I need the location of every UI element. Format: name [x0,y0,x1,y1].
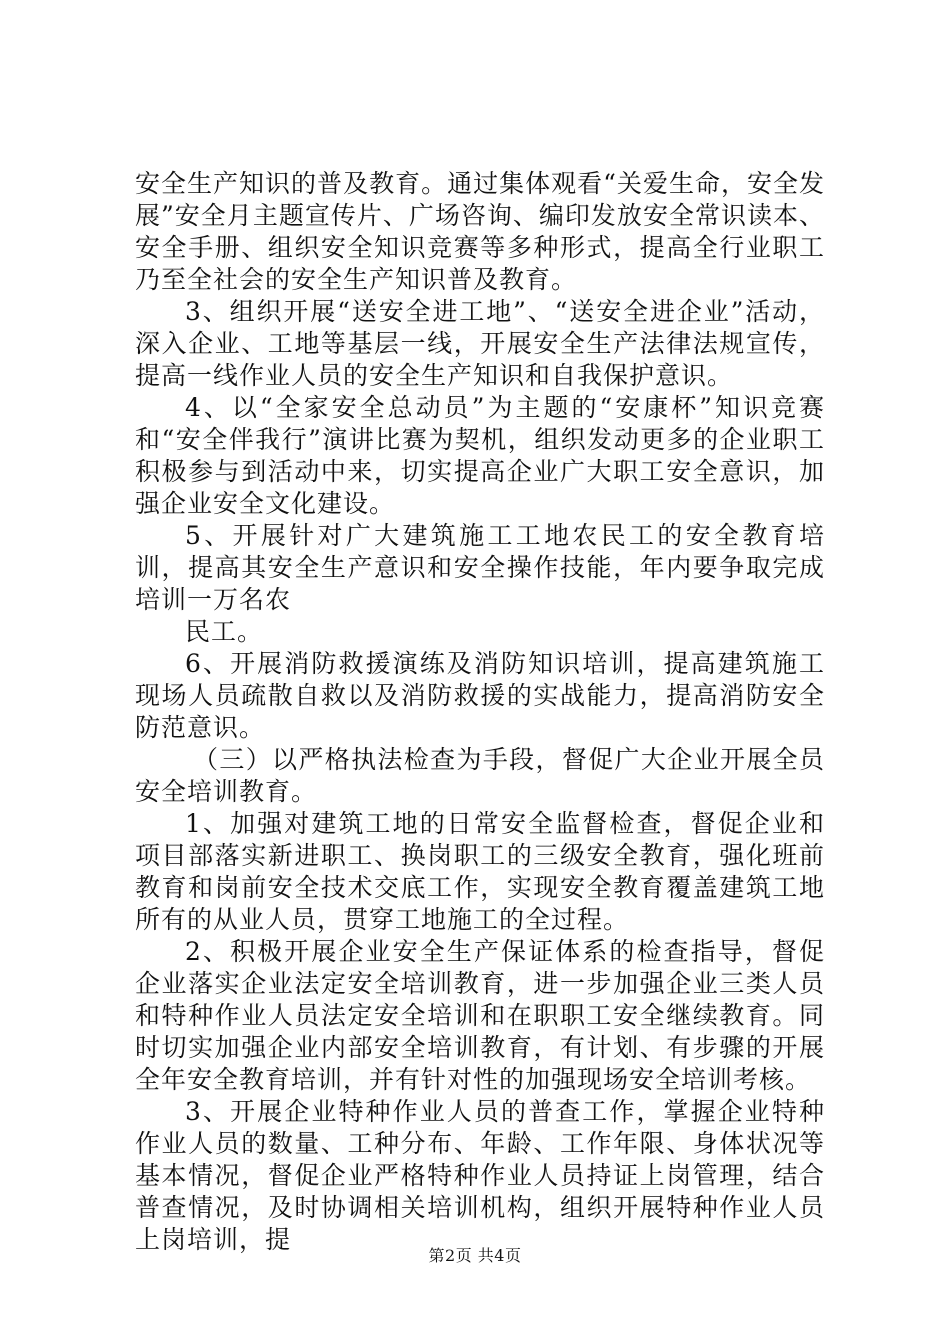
document-body [135,168,825,1256]
paragraph-item-5-tail: 民工。 [185,617,264,646]
paragraph-section3-item-2: 2、积极开展企业安全生产保证体系的检查指导，督促企业落实企业法定安全培训教育，进一步加强企业三类人员和特种作业人员法定安全培训和在职职工安全继续教育。同时切实加强企业内部安全培训教育，有计划、有步骤的开展全年安全教育培训，并有针对性的加强现场安全培训考核。 [135,937,825,1094]
paragraph-item-3: 3、组织开展“送安全进工地”、“送安全进企业”活动，深入企业、工地等基层一线，开展安全生产法律法规宣传，提高一线作业人员的安全生产知识和自我保护意识。 [135,297,825,390]
page-number-footer: 第2页 共4页 [428,1246,522,1265]
paragraph-section3-item-1: 1、加强对建筑工地的日常安全监督检查，督促企业和项目部落实新进职工、换岗职工的三级安全教育，强化班前教育和岗前安全技术交底工作，实现安全教育覆盖建筑工地所有的从业人员，贯穿工地施工的全过程。 [135,809,825,934]
paragraph-continuation: 安全生产知识的普及教育。通过集体观看“关爱生命，安全发展”安全月主题宣传片、广场咨询、编印发放安全常识读本、安全手册、组织安全知识竞赛等多种形式，提高全行业职工乃至全社会的安全生产知识普及教育。 [135,169,825,294]
paragraph-item-5: 5、开展针对广大建筑施工工地农民工的安全教育培训，提高其安全生产意识和安全操作技能，年内要争取完成培训一万名农 [135,521,825,614]
paragraph-item-6: 6、开展消防救援演练及消防知识培训，提高建筑施工现场人员疏散自救以及消防救援的实战能力，提高消防安全防范意识。 [135,649,825,742]
section-heading-3: （三）以严格执法检查为手段，督促广大企业开展全员安全培训教育。 [135,745,825,806]
paragraph-item-4: 4、以“全家安全总动员”为主题的“安康杯”知识竞赛和“安全伴我行”演讲比赛为契机，组织发动更多的企业职工积极参与到活动中来，切实提高企业广大职工安全意识，加强企业安全文化建设。 [135,393,825,518]
paragraph-section3-item-3: 3、开展企业特种作业人员的普查工作，掌握企业特种作业人员的数量、工种分布、年龄、工作年限、身体状况等基本情况，督促企业严格特种作业人员持证上岗管理，结合普查情况，及时协调相关培训机构，组织开展特种作业人员上岗培训，提 [135,1097,825,1254]
